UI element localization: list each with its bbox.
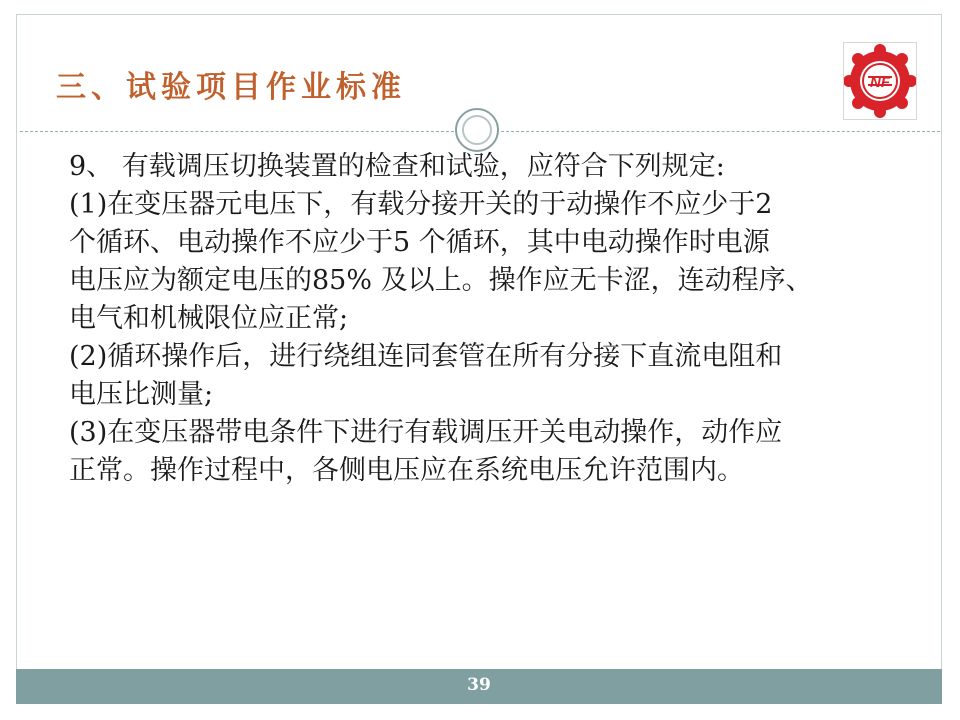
body-line: 电压比测量; — [69, 379, 214, 410]
page-number: 39 — [467, 675, 491, 695]
body-line: 电气和机械限位应正常; — [69, 303, 349, 334]
body-line: 9、 有载调压切换装置的检查和试验，应符合下列规定: — [69, 151, 725, 182]
divider-ring-ornament — [455, 108, 499, 152]
company-logo — [843, 42, 917, 120]
slide-title: 三、试验项目作业标准 — [56, 70, 406, 105]
body-line: (1)在变压器元电压下，有载分接开关的于动操作不应少于2 — [69, 189, 773, 220]
footer-bar — [16, 669, 942, 704]
slide-body — [69, 148, 929, 490]
body-line: 电压应为额定电压的85% 及以上。操作应无卡涩，连动程序、 — [69, 265, 813, 296]
body-line: 个循环、电动操作不应少于5 个循环，其中电动操作时电源 — [69, 227, 770, 258]
body-line: (2)循环操作后，进行绕组连同套管在所有分接下直流电阻和 — [69, 341, 783, 372]
body-line: 正常。操作过程中，各侧电压应在系统电压允许范围内。 — [69, 455, 744, 486]
body-line: (3)在变压器带电条件下进行有载调压开关电动操作，动作应 — [69, 417, 783, 448]
logo-emblem-icon — [844, 43, 916, 119]
logo-text: NF — [870, 74, 890, 91]
